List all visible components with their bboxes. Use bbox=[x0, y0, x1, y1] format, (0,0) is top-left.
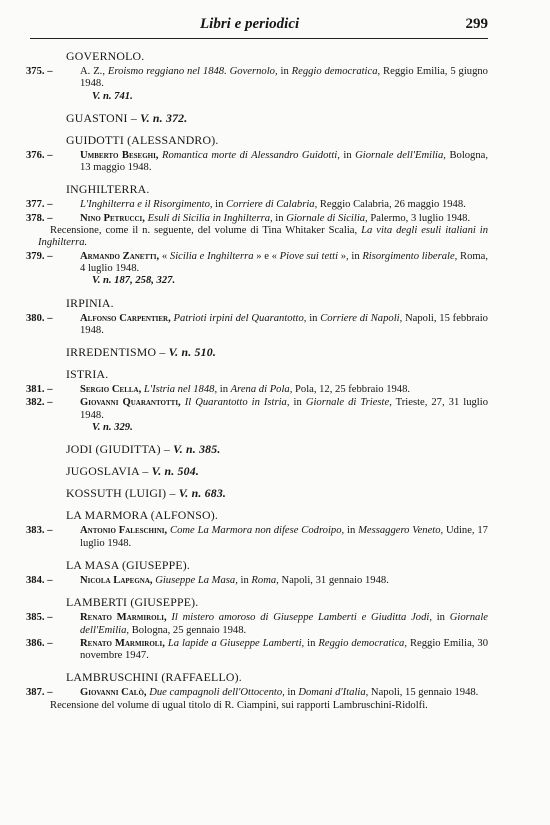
entry-title: Come La Marmora non difese Codroipo, bbox=[170, 525, 345, 537]
entry-author: Giovanni Calò, bbox=[80, 687, 147, 699]
entry-title: L'Inghilterra e il Risorgimento, bbox=[80, 199, 213, 211]
heading-text: LA MARMORA (ALFONSO). bbox=[66, 508, 219, 523]
entry-author: Renato Marmiroli, bbox=[80, 637, 165, 649]
bibliography-entry bbox=[26, 612, 488, 637]
bibliography-entry bbox=[26, 525, 488, 550]
heading-text: JUGOSLAVIA – bbox=[66, 464, 152, 479]
entry-text bbox=[80, 384, 488, 396]
heading-text: LAMBERTI (GIUSEPPE). bbox=[66, 595, 199, 610]
entry-title: Giornale dell'Emilia, bbox=[355, 149, 446, 161]
entry-author: Nino Petrucci, bbox=[80, 212, 145, 224]
entry-author: Nicola Lapegna, bbox=[80, 574, 153, 586]
entry-title: Piove sui tetti bbox=[279, 250, 339, 262]
entry-detail: Reggio Emilia, 30 novembre 1947. bbox=[80, 637, 488, 662]
heading-text: GOVERNOLO. bbox=[66, 49, 145, 63]
heading-text: IRPINIA. bbox=[66, 295, 114, 310]
entry-title: Il mistero amoroso di Giuseppe Lamberti e Giuditta Jodi, bbox=[171, 612, 432, 624]
entry-detail: in bbox=[277, 66, 292, 77]
section-heading bbox=[66, 112, 488, 125]
entry-title: Corriere di Napoli, bbox=[320, 312, 403, 324]
cross-reference: V. n. 683. bbox=[178, 486, 227, 501]
section-heading bbox=[66, 509, 488, 522]
entry-detail: Udine, 17 luglio 1948. bbox=[80, 525, 488, 549]
entry-detail: in bbox=[344, 525, 359, 537]
heading-text: JODI (GIUDITTA) – bbox=[66, 442, 174, 457]
entry-number: 378. – bbox=[26, 212, 53, 224]
review-text: Recensione, come il n. seguente, del volume di Tina Whitaker Scalia, bbox=[50, 225, 362, 237]
entry-number: 385. – bbox=[26, 612, 53, 624]
entry-text bbox=[80, 199, 488, 211]
entry-number: 382. – bbox=[26, 397, 53, 409]
section-heading bbox=[66, 368, 488, 381]
entry-detail: in bbox=[339, 149, 356, 161]
entry-title: Risorgimento liberale, bbox=[362, 250, 458, 262]
entry-detail: in bbox=[237, 574, 252, 586]
entry-number: 387. – bbox=[26, 687, 53, 699]
entry-title: Giuseppe La Masa, bbox=[155, 574, 238, 586]
entry-number: 379. – bbox=[26, 250, 53, 262]
entry-title: Patrioti irpini del Quarantotto, bbox=[173, 312, 307, 324]
cross-reference: V. n. 385. bbox=[173, 442, 221, 457]
entry-title: Giornale dell'Emilia, bbox=[80, 612, 488, 636]
heading-text: GUIDOTTI (ALESSANDRO). bbox=[66, 132, 219, 147]
entry-detail: Reggio Calabria, 26 maggio 1948. bbox=[317, 199, 466, 211]
entry-number: 375. – bbox=[26, 66, 53, 77]
bibliography-entry bbox=[26, 66, 488, 103]
entry-title: Il Quarantotto in Istria, bbox=[184, 397, 290, 409]
entry-text bbox=[80, 66, 488, 103]
bibliography-entry bbox=[26, 251, 488, 288]
cross-reference: V. n. 187, 258, 327. bbox=[92, 275, 176, 287]
entry-review bbox=[38, 700, 488, 712]
section-heading bbox=[66, 346, 488, 359]
heading-text: IRREDENTISMO – bbox=[66, 345, 169, 360]
entry-detail: in bbox=[284, 687, 299, 699]
entry-author: Sergio Cella, bbox=[80, 384, 142, 396]
review-title: La vita degli esuli italiani in Inghilterra. bbox=[38, 225, 489, 249]
entry-text bbox=[80, 150, 488, 175]
entry-detail: « bbox=[159, 250, 170, 262]
entry-text bbox=[80, 575, 488, 587]
bibliography-entry bbox=[26, 199, 488, 211]
heading-text: LA MASA (GIUSEPPE). bbox=[66, 557, 191, 572]
entry-detail: in bbox=[306, 312, 321, 324]
bibliography-entry bbox=[26, 575, 488, 587]
bibliography-list bbox=[26, 50, 488, 713]
entry-detail: in bbox=[272, 212, 287, 224]
entry-review bbox=[38, 225, 488, 250]
entry-text bbox=[80, 638, 488, 663]
entry-detail: in bbox=[212, 199, 227, 211]
entry-number: 380. – bbox=[26, 312, 53, 324]
entry-detail: Trieste, 27, 31 luglio 1948. bbox=[80, 397, 488, 421]
entry-title: Roma, bbox=[251, 574, 279, 586]
entry-detail: Palermo, 3 luglio 1948. bbox=[367, 212, 471, 224]
entry-number: 384. – bbox=[26, 574, 53, 586]
bibliography-entry bbox=[26, 687, 488, 712]
heading-text: LAMBRUSCHINI (RAFFAELLO). bbox=[66, 670, 242, 685]
entry-number: 376. – bbox=[26, 149, 53, 161]
bibliography-entry bbox=[26, 397, 488, 434]
heading-text: KOSSUTH (LUIGI) – bbox=[66, 486, 179, 501]
entry-title: Reggio democratica, bbox=[318, 637, 407, 649]
entry-detail: A. Z., bbox=[80, 66, 108, 77]
bibliography-entry bbox=[26, 313, 488, 338]
entry-detail: Napoli, 31 gennaio 1948. bbox=[278, 574, 389, 586]
section-heading bbox=[66, 487, 488, 500]
heading-text: GUASTONI – bbox=[66, 110, 141, 125]
entry-title: Sicilia e Inghilterra bbox=[169, 250, 254, 262]
entry-title: Esuli di Sicilia in Inghilterra, bbox=[147, 212, 273, 224]
entry-author: Armando Zanetti, bbox=[80, 250, 160, 262]
section-heading bbox=[66, 596, 488, 609]
entry-detail: Napoli, 15 febbraio 1948. bbox=[80, 312, 488, 336]
entry-author: Antonio Faleschini, bbox=[80, 525, 168, 537]
entry-title: Giornale di Sicilia, bbox=[286, 212, 368, 224]
entry-text bbox=[80, 251, 488, 288]
entry-detail: », in bbox=[338, 250, 363, 262]
entry-detail: Bologna, 13 maggio 1948. bbox=[80, 149, 489, 174]
cross-reference: V. n. 741. bbox=[92, 90, 133, 102]
entry-detail: Reggio Emilia, 5 giugno 1948. bbox=[80, 66, 488, 90]
section-heading bbox=[66, 50, 488, 63]
entry-detail: Napoli, 15 gennaio 1948. bbox=[368, 687, 479, 699]
entry-detail: Roma, 4 luglio 1948. bbox=[80, 250, 488, 274]
entry-author: Alfonso Carpentier, bbox=[80, 312, 171, 324]
entry-title: Arena di Pola, bbox=[230, 384, 293, 396]
entry-number: 386. – bbox=[26, 637, 53, 649]
entry-title: La lapide a Giuseppe Lamberti, bbox=[167, 637, 305, 649]
entry-title: Reggio democratica, bbox=[291, 66, 381, 77]
entry-title: Giornale di Trieste, bbox=[305, 397, 392, 409]
entry-text bbox=[80, 313, 488, 338]
heading-text: ISTRIA. bbox=[66, 367, 109, 382]
cross-reference: V. n. 372. bbox=[140, 110, 188, 125]
entry-detail: Bologna, 25 gennaio 1948. bbox=[129, 624, 247, 636]
bibliography-entry bbox=[26, 384, 488, 396]
entry-text bbox=[80, 397, 488, 434]
review-text: Recensione del volume di ugual titolo di R. Ciampini, sui rapporti Lambruschini-Ridolfi. bbox=[50, 699, 428, 711]
entry-detail: » e « bbox=[253, 250, 280, 262]
entry-title: Corriere di Calabria, bbox=[226, 199, 318, 211]
cross-reference: V. n. 510. bbox=[168, 345, 216, 360]
section-heading bbox=[66, 465, 488, 478]
running-title: Libri e periodici bbox=[200, 16, 300, 32]
cross-reference: V. n. 329. bbox=[92, 422, 133, 434]
section-heading bbox=[66, 297, 488, 310]
section-heading bbox=[66, 671, 488, 684]
bibliography-entry bbox=[26, 638, 488, 663]
bibliography-entry bbox=[26, 150, 488, 175]
entry-number: 383. – bbox=[26, 525, 53, 537]
entry-detail: in bbox=[289, 397, 306, 409]
section-heading bbox=[66, 183, 488, 196]
entry-detail: in bbox=[431, 612, 450, 624]
entry-title: Domani d'Italia, bbox=[298, 687, 369, 699]
entry-number: 377. – bbox=[26, 199, 53, 211]
entry-title: L'Istria nel 1848, bbox=[143, 384, 218, 396]
entry-author: Umberto Beseghi, bbox=[80, 149, 159, 161]
entry-detail: in bbox=[304, 637, 319, 649]
heading-text: INGHILTERRA. bbox=[66, 182, 150, 197]
entry-number: 381. – bbox=[26, 384, 53, 396]
entry-title: Due campagnoli dell'Ottocento, bbox=[149, 687, 285, 699]
entry-detail: Pola, 12, 25 febbraio 1948. bbox=[292, 384, 411, 396]
entry-title: Romantica morte di Alessandro Guidotti, bbox=[161, 149, 340, 161]
entry-text bbox=[80, 525, 488, 550]
entry-author: Renato Marmiroli, bbox=[80, 612, 167, 624]
section-heading bbox=[66, 134, 488, 147]
entry-detail: in bbox=[217, 384, 231, 396]
cross-reference: V. n. 504. bbox=[151, 464, 199, 479]
section-heading bbox=[66, 443, 488, 456]
bibliography-entry bbox=[26, 213, 488, 250]
page-header bbox=[30, 16, 488, 39]
entry-author: Giovanni Quarantotti, bbox=[80, 397, 181, 409]
entry-text bbox=[50, 687, 488, 712]
section-heading bbox=[66, 559, 488, 572]
entry-title: Messaggero Veneto, bbox=[358, 525, 444, 537]
entry-title: Eroismo reggiano nel 1848. Governolo, bbox=[107, 66, 278, 77]
entry-text bbox=[80, 612, 488, 637]
page-number: 299 bbox=[465, 16, 488, 32]
